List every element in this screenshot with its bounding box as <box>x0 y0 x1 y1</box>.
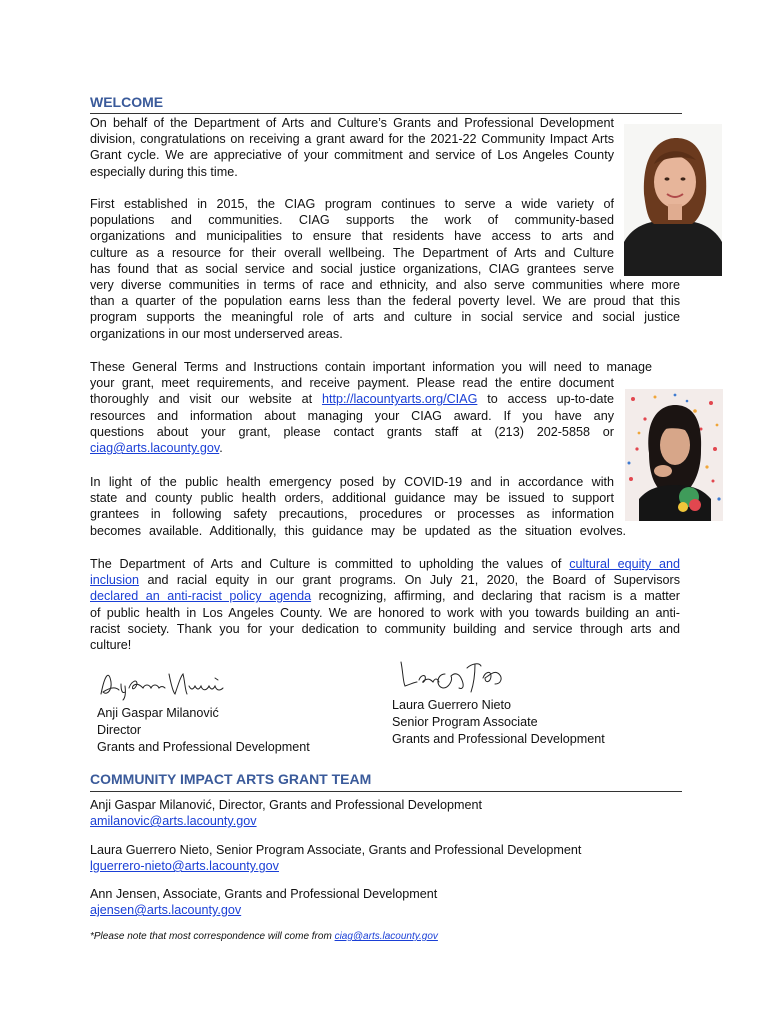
associate-department: Grants and Professional Development <box>392 732 605 746</box>
p2-line: culture as a resource for their overall wellbeing. The Department of Arts and Culture <box>90 245 614 260</box>
p4-line: grantees in following safety precautions, procedures or processes as information <box>90 507 614 522</box>
ciag-website-link[interactable]: http://lacountyarts.org/CIAG <box>321 392 478 407</box>
note-email-link[interactable]: ciag@arts.lacounty.gov <box>334 931 438 942</box>
note-text: *Please note that most correspondence will come from <box>90 931 335 942</box>
team-member-email-link[interactable]: ajensen@arts.lacounty.gov <box>90 903 242 917</box>
p5-line <box>90 572 680 588</box>
p3-line: resources and information about managing your CIAG award. If you have any <box>90 408 614 423</box>
director-department: Grants and Professional Development <box>97 740 310 754</box>
welcome-paragraph-2 <box>90 196 680 342</box>
p2-line: has found that as social service and social justice organizations, CIAG grantees serve <box>90 261 614 276</box>
p3-text: thoroughly and visit our website at <box>90 392 322 407</box>
anti-racist-policy-link[interactable]: declared an anti-racist policy agenda <box>90 589 312 604</box>
welcome-paragraph-4 <box>90 474 680 539</box>
p4-line: becomes available. Additionally, this guidance may be updated as the situation evolves. <box>90 523 626 538</box>
signature-associate <box>395 652 515 698</box>
p5-line: racist society. Thank you for your dedication to community building and service through arts and <box>90 621 680 636</box>
p2-line: organizations in our most underserved areas. <box>90 326 343 341</box>
p3-line: your grant, meet requirements, and receive payment. Please read the entire document <box>90 376 614 391</box>
p3-line: These General Terms and Instructions contain important information you will need to manage <box>90 360 652 374</box>
p2-line: First established in 2015, the CIAG program continues to serve a wide variety of <box>90 197 614 211</box>
ciag-email-link[interactable]: ciag@arts.lacounty.gov <box>90 441 220 456</box>
welcome-divider <box>90 113 682 114</box>
cultural-equity-link-cont[interactable]: inclusion <box>90 573 140 588</box>
correspondence-note <box>90 931 438 942</box>
director-name: Anji Gaspar Milanović <box>97 706 219 720</box>
welcome-heading: WELCOME <box>90 94 164 110</box>
p2-line: very diverse communities in terms of race and ethnicity, and also serve communities where more <box>90 278 680 293</box>
welcome-paragraph-1: On behalf of the Department of Arts and Culture’s Grants and Professional Development division, congratulations on receiving a grant award for the 2021-22 Community Impact Arts Grant cycle. We are appreciative of your commitment and service of Los Angeles County especially during this time. <box>90 116 614 179</box>
team-divider <box>90 791 682 792</box>
p3-line: questions about your grant, please contact grants staff at (213) 202-5858 or <box>90 424 614 439</box>
p3-text: to access up-to-date <box>477 392 615 407</box>
welcome-paragraph-5 <box>90 556 680 653</box>
team-member <box>90 886 437 918</box>
p5-line: culture! <box>90 638 132 653</box>
team-member-info: Ann Jensen, Associate, Grants and Professional Development <box>90 887 438 901</box>
signature-block-associate <box>392 697 605 748</box>
p4-line: state and county public health orders, additional guidance may be issued to support <box>90 491 614 506</box>
team-member-email-link[interactable]: amilanovic@arts.lacounty.gov <box>90 814 257 828</box>
associate-name: Laura Guerrero Nieto <box>392 698 512 712</box>
p5-text: and racial equity in our grant programs. On July 21, 2020, the Board of Supervisors <box>139 573 680 588</box>
team-member <box>90 842 581 874</box>
cultural-equity-link[interactable]: cultural equity and <box>569 557 681 571</box>
p3-text: . <box>219 441 223 456</box>
welcome-paragraph-3 <box>90 359 680 456</box>
p2-line: program supports the meaningful role of arts and culture in social service and social justice <box>90 310 680 325</box>
p2-line: than a quarter of the population earns less than the federal poverty level. We are proud that this <box>90 294 680 309</box>
p5-line: of public health in Los Angeles County. We are honored to work with you towards building an anti- <box>90 605 680 620</box>
p3-line <box>90 440 680 456</box>
p5-line <box>90 588 680 604</box>
associate-title: Senior Program Associate <box>392 715 538 729</box>
p2-line: organizations and municipalities to ensure that residents have access to arts and <box>90 229 614 244</box>
p4-line: In light of the public health emergency posed by COVID-19 and in accordance with <box>90 475 614 489</box>
p5-line <box>90 556 680 572</box>
p3-line <box>90 391 614 407</box>
team-member-info: Anji Gaspar Milanović, Director, Grants and Professional Development <box>90 798 482 812</box>
director-title: Director <box>97 723 142 737</box>
team-heading: COMMUNITY IMPACT ARTS GRANT TEAM <box>90 771 372 787</box>
p5-text: recognizing, affirming, and declaring that racism is a matter <box>311 589 680 604</box>
signature-director <box>95 664 230 704</box>
p2-line: populations and communities. CIAG supports the work of community-based <box>90 213 614 228</box>
p5-text: The Department of Arts and Culture is committed to upholding the values of <box>90 557 570 571</box>
team-member-email-link[interactable]: lguerrero-nieto@arts.lacounty.gov <box>90 859 279 873</box>
team-member-info: Laura Guerrero Nieto, Senior Program Associate, Grants and Professional Development <box>90 843 582 857</box>
signature-block-director <box>97 705 310 756</box>
team-member <box>90 797 482 829</box>
